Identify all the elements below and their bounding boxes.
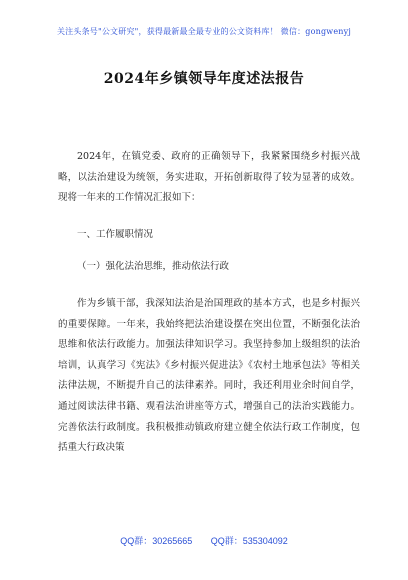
subsection-heading: （一）强化法治思维，推动依法行政 — [77, 261, 230, 273]
document-title: 2024年乡镇领导年度述法报告 — [103, 71, 305, 87]
footer — [0, 534, 408, 547]
footer-qq-group-2: QQ群：535304092 — [210, 536, 288, 546]
body-paragraph: 作为乡镇干部，我深知法治是治国理政的基本方式，也是乡村振兴的重要保障。一年来，我始终把法治建设摆在突出位置，不断强化法治思维和依法行政能力。加强法律知识学习。我坚持参加上级组织的法治培训，认真学习《宪法》《乡村振兴促进法》《农村土地承包法》等相关法律法规，不断提升自己的法律素养。同时，我还利用业余时间自学，通过阅读法律书籍、观看法治讲座等方式，增强自己的法治实践能力。完善依法行政制度。我积极推动镇政府建立健全依法行政工作制度，包括重大行政决策 — [58, 297, 360, 454]
intro-paragraph: 2024年，在镇党委、政府的正确领导下，我紧紧围绕乡村振兴战略，以法治建设为统领，务实进取，开拓创新取得了较为显著的成效。现将一年来的工作情况汇报如下： — [58, 151, 360, 204]
document-body — [58, 147, 360, 459]
footer-qq-group-1: QQ群：30265665 — [120, 536, 193, 546]
section-heading: 一、工作履职情况 — [77, 228, 154, 240]
header-note: 关注头条号"公文研究"，获得最新最全最专业的公文资料库！ 微信：gongwenyj — [56, 27, 352, 36]
